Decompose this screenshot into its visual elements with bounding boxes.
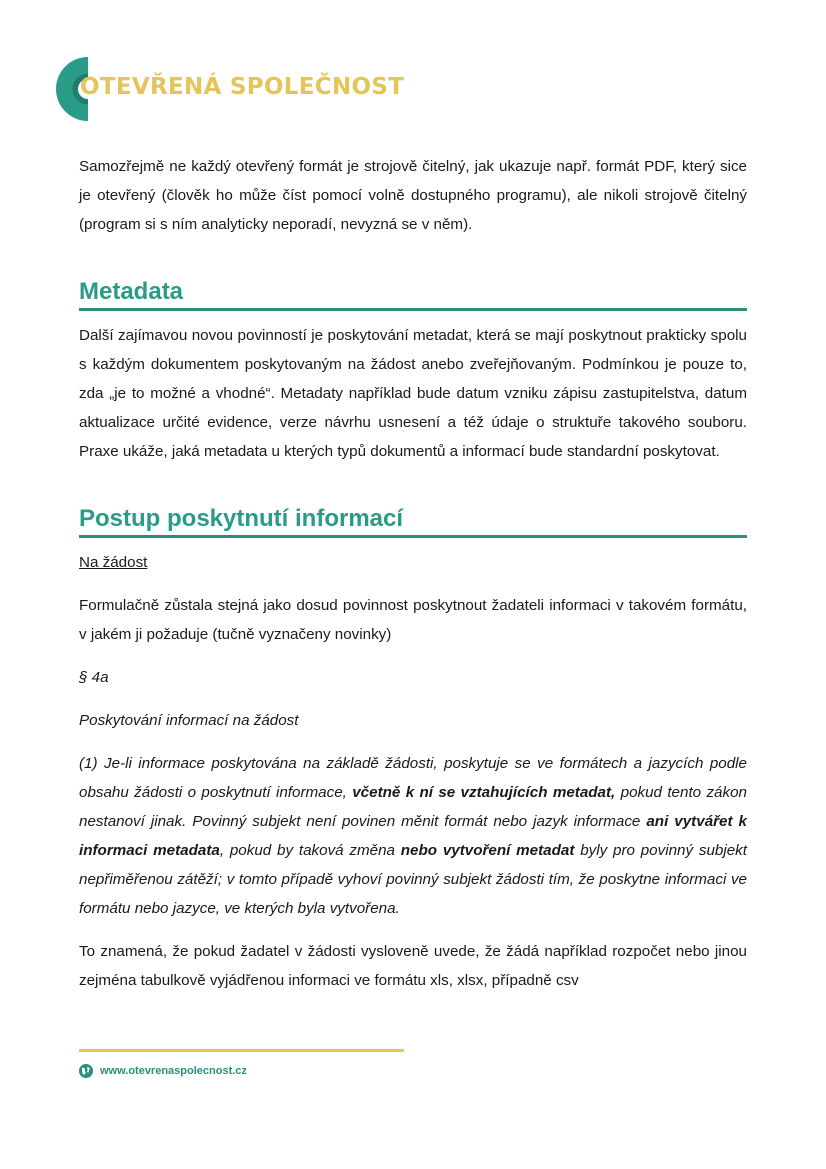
formulation-paragraph: Formulačně zůstala stejná jako dosud povinnost poskytnout žadateli informaci v takovém formátu, v jakém ji požaduje (tučně vyznačeny novinky): [79, 597, 747, 643]
law-text-part: (1) Je-li informace poskytována na základě žádosti, poskytuje se ve formátech a jazycích podle obsahu žádosti o poskytnutí informace,: [79, 755, 747, 801]
law-bold-part: ani vytvářet k informaci metadata: [79, 813, 747, 859]
paragraph-title: Poskytování informací na žádost: [79, 712, 299, 729]
law-text-part: , pokud by taková změna: [219, 842, 401, 859]
logo-text: OTEVŘENÁ SPOLEČNOST: [80, 74, 405, 100]
postup-heading: Postup poskytnutí informací: [79, 504, 747, 538]
explanation-paragraph: To znamená, že pokud žadatel v žádosti vysloveně uvede, že žádá například rozpočet nebo jinou zejména tabulkově vyjádřenou informaci ve formátu xls, xlsx, případně csv: [79, 943, 747, 989]
globe-icon: [79, 1064, 93, 1078]
footer: [79, 1063, 247, 1079]
paragraph-reference: § 4a: [79, 669, 109, 686]
footer-url-link[interactable]: www.otevrenaspolecnost.cz: [100, 1065, 247, 1077]
logo: [54, 55, 414, 123]
law-text-part: byly pro povinný subjekt nepřiměřenou zátěží; v tomto případě vyhoví povinný subjekt žádosti tím, že poskytne informaci ve formátu nebo jazyce, ve kterých byla vytvořena.: [79, 842, 747, 917]
intro-paragraph: Samozřejmě ne každý otevřený formát je strojově čitelný, jak ukazuje např. formát PDF, který sice je otevřený (člověk ho může číst pomocí volně dostupného programu), ale nikoli strojově čitelný (program si s ním analyticky neporadí, nevyzná se v něm).: [79, 158, 747, 233]
na-zadost-subheading: Na žádost: [79, 554, 148, 571]
document-body: [79, 152, 747, 995]
metadata-heading: Metadata: [79, 277, 747, 311]
footer-divider: [79, 1049, 404, 1052]
law-text: [79, 749, 747, 923]
law-text-part: pokud tento zákon nestanoví jinak. Povinný subjekt není povinen měnit formát nebo jazyk informace: [79, 784, 747, 830]
law-bold-part: včetně k ní se vztahujících metadat,: [352, 784, 616, 801]
metadata-paragraph: Další zajímavou novou povinností je poskytování metadat, která se mají poskytnout prakticky spolu s každým dokumentem poskytovaným na žádost anebo zveřejňovaným. Podmínkou je pouze to, zda „je to možné a vhodné“. Metadaty například bude datum vzniku zápisu zastupitelstva, datum aktualizace určité evidence, verze návrhu usnesení a též údaje o struktuře takového souboru. Praxe ukáže, jaká metadata u kterých typů dokumentů a informací bude standardní poskytovat.: [79, 327, 747, 460]
law-bold-part: nebo vytvoření metadat: [400, 842, 575, 859]
